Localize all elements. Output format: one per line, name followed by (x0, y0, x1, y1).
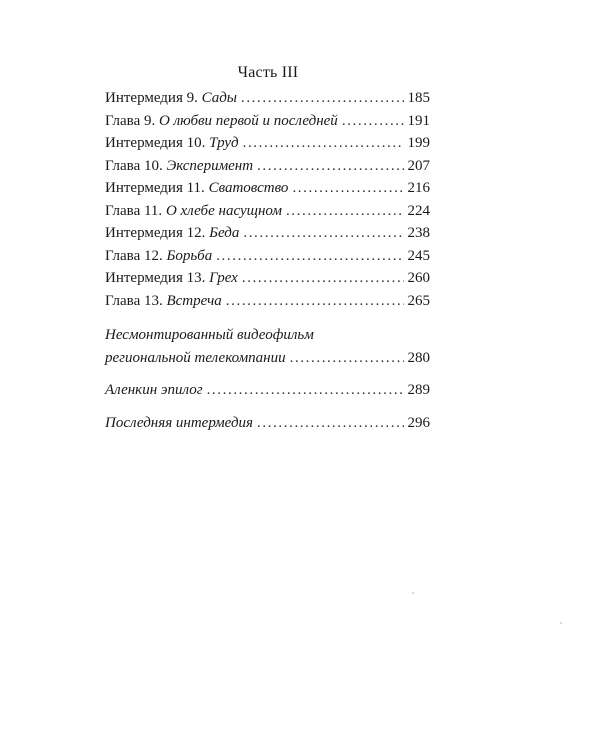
toc-entry-label (105, 135, 239, 152)
toc-entry (105, 293, 430, 316)
toc-entry-page: 191 (407, 112, 430, 129)
toc-entry-title: Последняя интермедия (105, 414, 254, 431)
scan-speck (560, 622, 562, 624)
toc-entry-prefix: Интермедия 10. (105, 135, 210, 151)
toc-entry-title: О любви первой и последней (158, 112, 338, 129)
toc-entry-title: Эксперимент (166, 157, 254, 174)
toc-entry-prefix: Глава 11. (105, 202, 166, 219)
toc-entry (105, 113, 430, 136)
toc-entry-prefix: Глава 9. (105, 112, 159, 129)
leader-dots (292, 180, 403, 197)
leader-dots (241, 90, 404, 107)
toc-entry-title: Аленкин эпилог (105, 382, 203, 398)
scan-speck (412, 592, 414, 594)
toc-entry (105, 248, 430, 271)
leader-dots (342, 113, 404, 130)
toc-entry (105, 203, 430, 226)
toc-entry-prefix: Интермедия 9. (105, 90, 202, 106)
toc-entry-label (105, 203, 282, 220)
toc-entry-prefix: Интермедия 12. (105, 225, 210, 241)
toc-entry-page: 199 (407, 135, 430, 151)
leader-dots (243, 225, 403, 242)
leader-dots (242, 270, 404, 287)
toc-entry-page: 260 (407, 270, 430, 286)
toc-entry (105, 225, 430, 248)
toc-entry-label (105, 225, 239, 242)
videofilm-title-line1: Несмонтированный видеофильм (105, 327, 314, 343)
leader-dots (290, 350, 404, 367)
toc-entry-page: 265 (407, 292, 430, 309)
leader-dots (257, 415, 403, 432)
toc-entry-epilogue (105, 382, 430, 405)
toc-entry-title: региональной телекомпании (105, 349, 286, 366)
toc-entry-title: Беда (209, 225, 240, 241)
toc-entry-label (105, 113, 338, 130)
table-of-contents (105, 90, 430, 437)
toc-entry-title: Сватовство (208, 180, 289, 196)
toc-entry-title: Встреча (166, 292, 222, 309)
toc-entry-prefix: Глава 10. (105, 157, 167, 174)
toc-entry-title: Грех (209, 270, 238, 286)
toc-entry-page: 207 (407, 157, 430, 174)
toc-entry (105, 158, 430, 181)
toc-entry (105, 180, 430, 203)
toc-entry-page: 216 (407, 180, 430, 196)
toc-entry-last-intermedia (105, 415, 430, 438)
toc-entry-label (105, 180, 288, 197)
toc-entry-label (105, 270, 238, 287)
toc-entry-page: 280 (407, 349, 430, 366)
toc-entry-label (105, 293, 222, 310)
leader-dots (216, 248, 403, 265)
toc-entry-prefix: Интермедия 11. (105, 180, 209, 196)
toc-entry-page: 289 (407, 382, 430, 398)
toc-entry-page: 238 (407, 225, 430, 241)
toc-entry-prefix: Глава 12. (105, 247, 167, 264)
toc-entry-label (105, 90, 237, 107)
toc-entry-title: Борьба (166, 247, 213, 264)
toc-entry-title: Труд (209, 135, 239, 151)
toc-entry-title: О хлебе насущном (165, 202, 282, 219)
toc-entry-label (105, 158, 253, 175)
leader-dots (207, 382, 404, 399)
toc-entry-prefix: Интермедия 13. (105, 270, 210, 286)
toc-entry-videofilm (105, 350, 430, 373)
toc-entry-prefix: Глава 13. (105, 292, 167, 309)
toc-entry-page: 185 (407, 90, 430, 106)
toc-entry-page: 224 (407, 202, 430, 219)
toc-entry-page: 296 (407, 414, 430, 431)
leader-dots (243, 135, 404, 152)
toc-entry-label (105, 248, 212, 265)
leader-dots (257, 158, 403, 175)
toc-entry-title: Сады (201, 90, 237, 106)
part-heading: Часть III (237, 64, 299, 81)
toc-entry (105, 90, 430, 113)
toc-entry (105, 135, 430, 158)
leader-dots (226, 293, 404, 310)
toc-entry (105, 270, 430, 293)
toc-entry-page: 245 (407, 247, 430, 264)
leader-dots (286, 203, 404, 220)
